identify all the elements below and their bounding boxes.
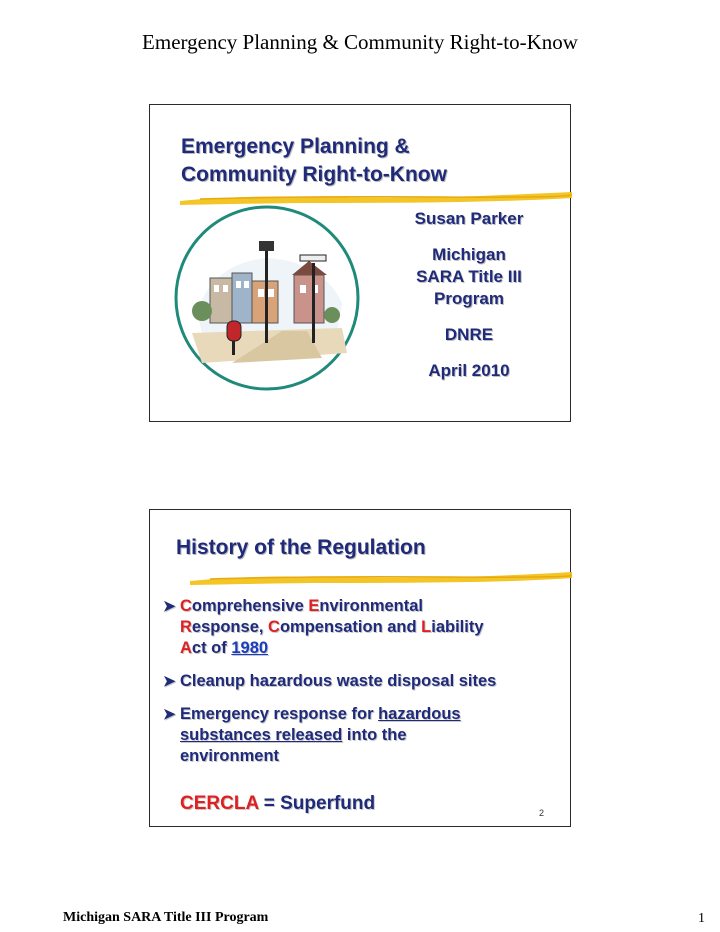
organization-line-2: SARA Title III (416, 267, 522, 286)
right-arrow-bullet-icon: ➤ (163, 673, 176, 690)
author-name: Susan Parker (414, 209, 524, 228)
bullet-emergency-response (163, 704, 558, 767)
cercla-term: CERCLA (180, 793, 259, 814)
superfund-text: = Superfund (258, 793, 376, 814)
bullet-text: nvironmental (319, 597, 424, 615)
agency: DNRE (444, 325, 494, 344)
organization (382, 244, 556, 310)
acronym-letter-a: A (180, 639, 192, 657)
yellow-brush-stroke-icon (190, 569, 572, 587)
underlined-text: substances released (180, 726, 343, 744)
acronym-letter-c: C (180, 597, 192, 615)
organization-line-1: Michigan (432, 245, 506, 264)
footer-program-name: Michigan SARA Title III Program (63, 910, 269, 925)
slide-2-title: History of the Regulation (176, 536, 426, 559)
slide-1-title-line-1: Emergency Planning & (181, 135, 410, 158)
year-1980-link[interactable]: 1980 (231, 639, 269, 657)
acronym-letter-l: L (421, 618, 432, 636)
underlined-text: hazardous (378, 705, 461, 723)
bullet-cleanup (163, 671, 558, 692)
bullet-text: ct of (191, 639, 232, 657)
slide-number: 2 (538, 808, 544, 818)
slide-2 (149, 509, 571, 827)
bullet-text: into the (342, 726, 407, 744)
bullet-text: ompensation and (279, 618, 422, 636)
slide-1 (149, 104, 571, 422)
bullet-text: Cleanup hazardous waste disposal sites (180, 672, 497, 690)
acronym-letter-e: E (308, 597, 320, 615)
cercla-superfund-line (180, 793, 375, 815)
acronym-letter-c: C (268, 618, 280, 636)
page-header: Emergency Planning & Community Right-to-Know (142, 30, 578, 54)
slide-1-title-line-2: Community Right-to-Know (181, 163, 447, 186)
bullet-cercla-definition (163, 596, 558, 659)
bullet-text: environment (180, 747, 280, 765)
organization-line-3: Program (434, 289, 504, 308)
bullet-text: omprehensive (191, 597, 309, 615)
bullet-text: iability (431, 618, 484, 636)
acronym-letter-r: R (180, 618, 192, 636)
right-arrow-bullet-icon: ➤ (163, 706, 176, 723)
town-street-clipart-icon (172, 203, 362, 393)
slide-1-title (181, 133, 447, 189)
presenter-info (382, 208, 556, 396)
bullet-text: Emergency response for (180, 705, 379, 723)
presentation-date: April 2010 (428, 361, 510, 380)
right-arrow-bullet-icon: ➤ (163, 598, 176, 615)
bullet-text: esponse, (191, 618, 269, 636)
footer-page-number: 1 (698, 911, 705, 926)
bullet-list (163, 596, 558, 779)
